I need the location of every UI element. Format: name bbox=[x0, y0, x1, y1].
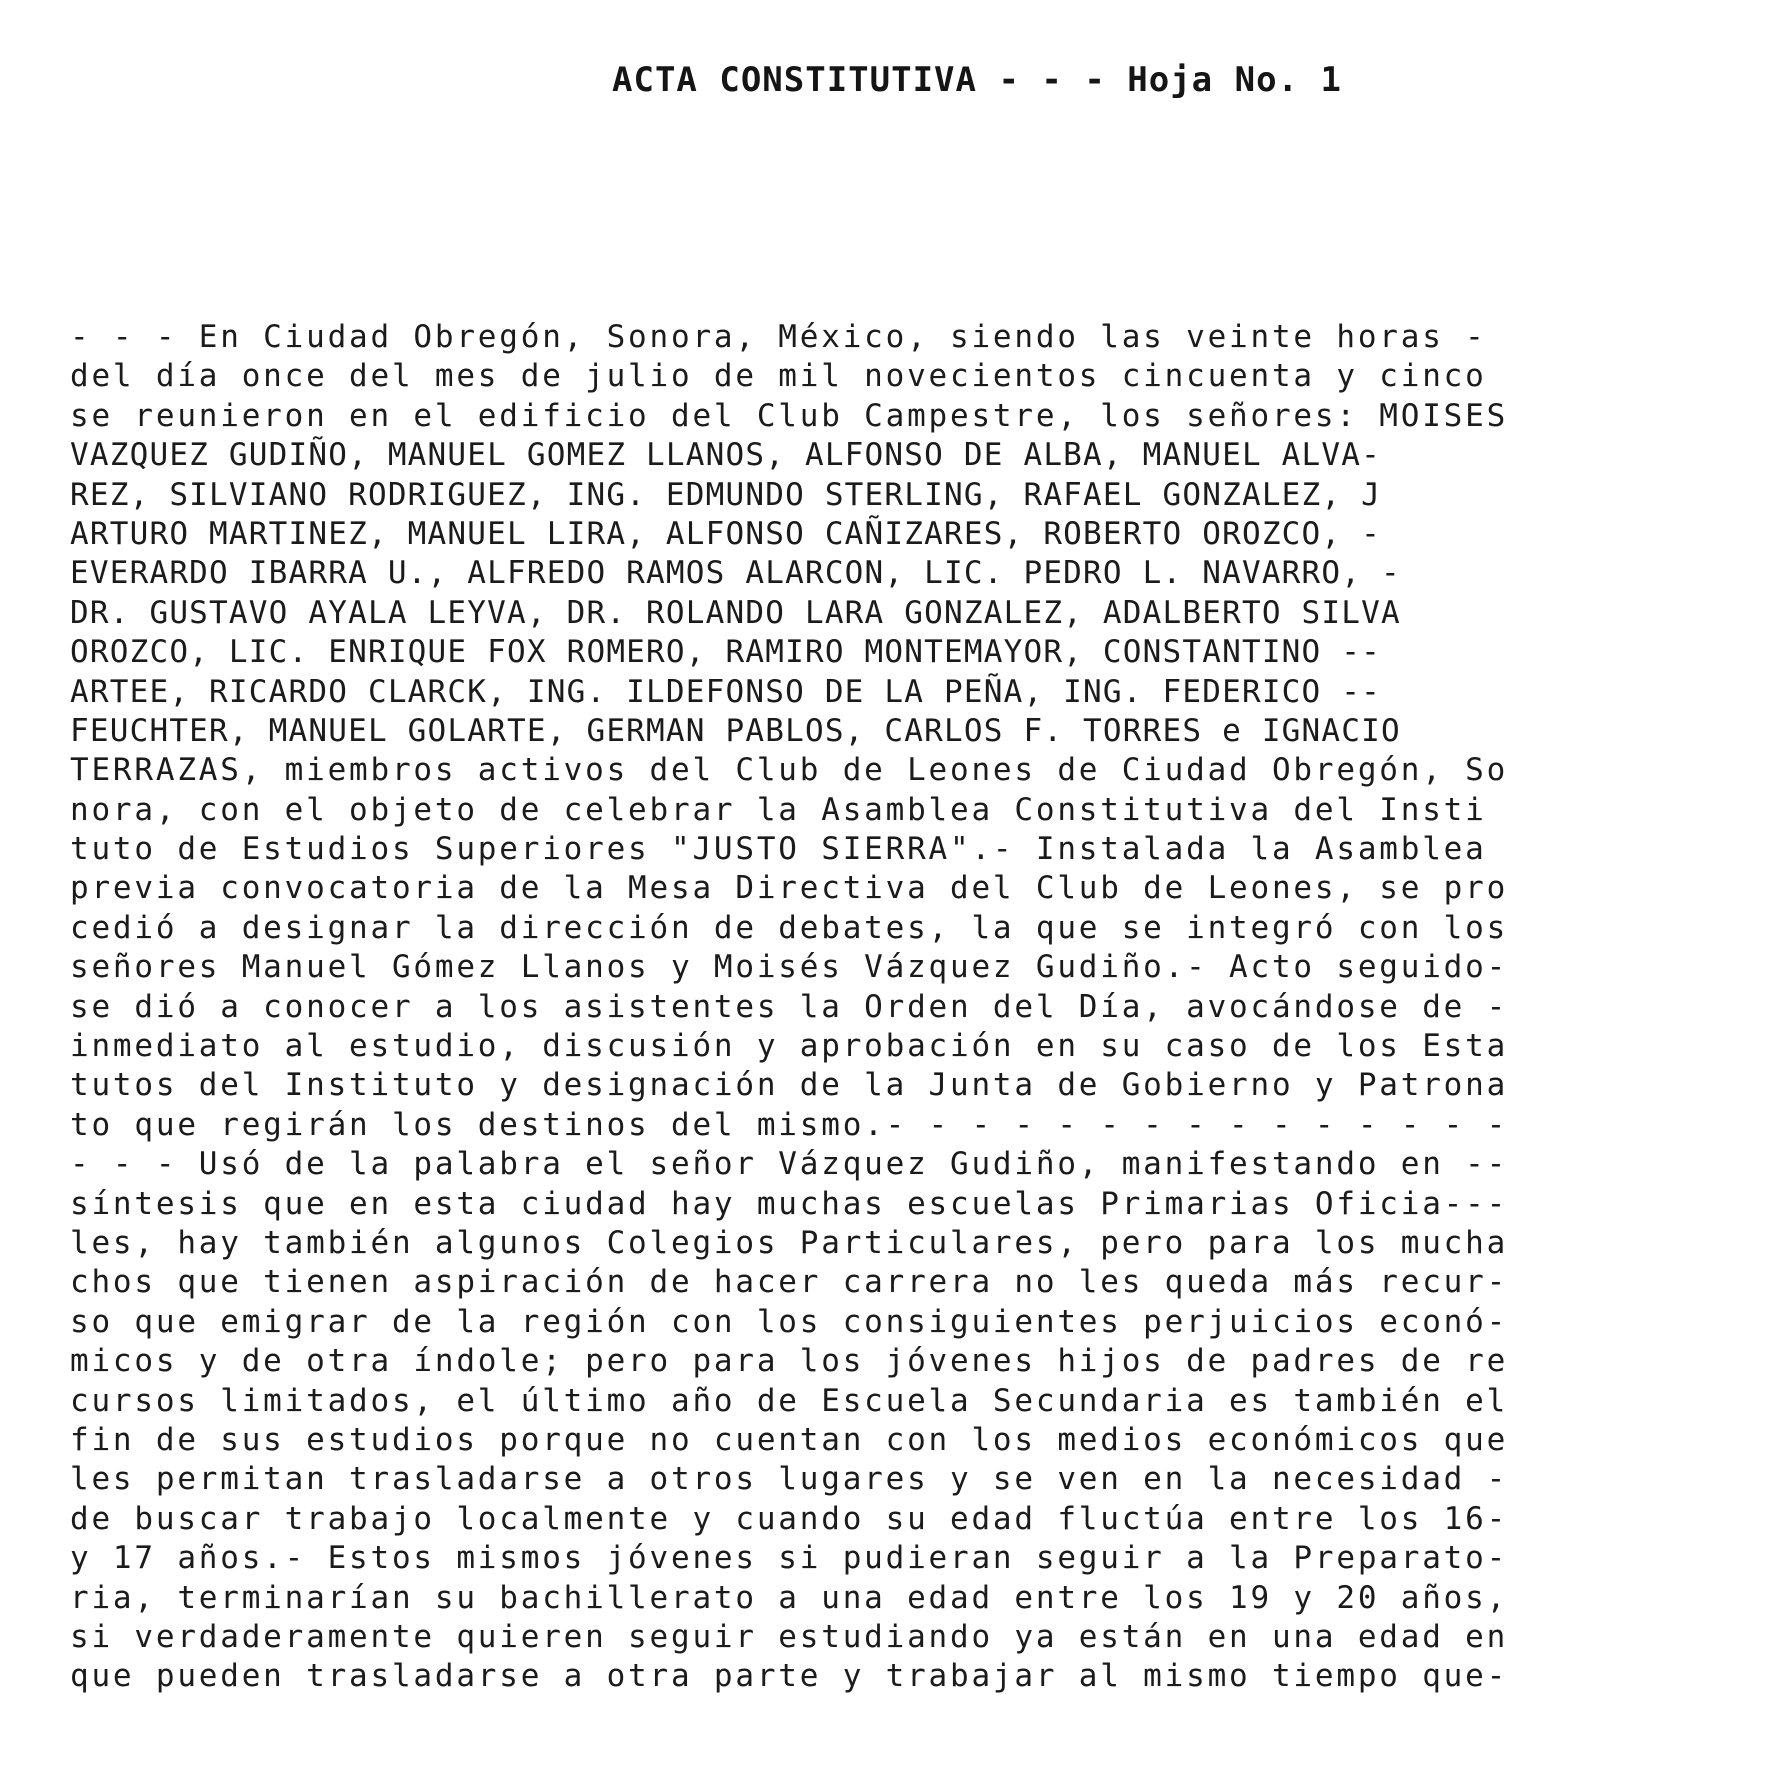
text-line: so que emigrar de la región con los consiguientes perjuicios econó- bbox=[70, 1303, 1509, 1340]
text-line: FEUCHTER, MANUEL GOLARTE, GERMAN PABLOS, CARLOS F. TORRES e IGNACIO bbox=[70, 712, 1401, 749]
text-line: previa convocatoria de la Mesa Directiva del Club de Leones, se pro bbox=[70, 870, 1509, 907]
text-line: de buscar trabajo localmente y cuando su edad fluctúa entre los 16- bbox=[70, 1500, 1509, 1537]
text-line: EVERARDO IBARRA U., ALFREDO RAMOS ALARCON, LIC. PEDRO L. NAVARRO, - bbox=[70, 555, 1401, 592]
text-line: TERRAZAS, miembros activos del Club de Leones de Ciudad Obregón, So bbox=[70, 752, 1509, 789]
text-line: inmediato al estudio, discusión y aprobación en su caso de los Esta bbox=[70, 1028, 1509, 1065]
text-line: les, hay también algunos Colegios Particulares, pero para los mucha bbox=[70, 1224, 1509, 1261]
text-line: - - - Usó de la palabra el señor Vázquez Gudiño, manifestando en -- bbox=[70, 1146, 1509, 1183]
text-line: REZ, SILVIANO RODRIGUEZ, ING. EDMUNDO STERLING, RAFAEL GONZALEZ, J bbox=[70, 476, 1381, 513]
document-header: ACTA CONSTITUTIVA - - - Hoja No. 1 bbox=[612, 60, 1342, 100]
text-line: ARTURO MARTINEZ, MANUEL LIRA, ALFONSO CAÑIZARES, ROBERTO OROZCO, - bbox=[70, 515, 1381, 552]
text-line: micos y de otra índole; pero para los jóvenes hijos de padres de re bbox=[70, 1343, 1509, 1380]
text-line: chos que tienen aspiración de hacer carrera no les queda más recur- bbox=[70, 1264, 1509, 1301]
text-line: OROZCO, LIC. ENRIQUE FOX ROMERO, RAMIRO MONTEMAYOR, CONSTANTINO -- bbox=[70, 634, 1381, 671]
text-line: ARTEE, RICARDO CLARCK, ING. ILDEFONSO DE LA PEÑA, ING. FEDERICO -- bbox=[70, 673, 1381, 710]
text-line: tutos del Instituto y designación de la Junta de Gobierno y Patrona bbox=[70, 1067, 1509, 1104]
text-line: cedió a designar la dirección de debates, la que se integró con los bbox=[70, 909, 1509, 946]
text-line: si verdaderamente quieren seguir estudiando ya están en una edad en bbox=[70, 1618, 1509, 1655]
text-line: to que regirán los destinos del mismo.- - - - - - - - - - - - - - - bbox=[70, 1106, 1509, 1143]
text-line: nora, con el objeto de celebrar la Asamblea Constitutiva del Insti bbox=[70, 791, 1487, 828]
text-line: fin de sus estudios porque no cuentan con los medios económicos que bbox=[70, 1421, 1509, 1458]
text-line: cursos limitados, el último año de Escuela Secundaria es también el bbox=[70, 1382, 1509, 1419]
text-line: del día once del mes de julio de mil novecientos cincuenta y cinco bbox=[70, 358, 1487, 395]
text-line: síntesis que en esta ciudad hay muchas escuelas Primarias Oficia--- bbox=[70, 1185, 1509, 1222]
text-line: ria, terminarían su bachillerato a una edad entre los 19 y 20 años, bbox=[70, 1579, 1509, 1616]
text-line: tuto de Estudios Superiores "JUSTO SIERRA".- Instalada la Asamblea bbox=[70, 831, 1487, 868]
text-line: les permitan trasladarse a otros lugares y se ven en la necesidad - bbox=[70, 1461, 1509, 1498]
document-body bbox=[70, 318, 1788, 1697]
text-line: señores Manuel Gómez Llanos y Moisés Vázquez Gudiño.- Acto seguido- bbox=[70, 949, 1509, 986]
text-line: se dió a conocer a los asistentes la Orden del Día, avocándose de - bbox=[70, 988, 1509, 1025]
text-line: se reunieron en el edificio del Club Campestre, los señores: MOISES bbox=[70, 397, 1509, 434]
text-line: VAZQUEZ GUDIÑO, MANUEL GOMEZ LLANOS, ALFONSO DE ALBA, MANUEL ALVA- bbox=[70, 437, 1381, 474]
text-line: - - - En Ciudad Obregón, Sonora, México, siendo las veinte horas - bbox=[70, 319, 1487, 355]
text-line: que pueden trasladarse a otra parte y trabajar al mismo tiempo que- bbox=[70, 1658, 1509, 1695]
text-line: y 17 años.- Estos mismos jóvenes si pudieran seguir a la Preparato- bbox=[70, 1540, 1509, 1577]
text-line: DR. GUSTAVO AYALA LEYVA, DR. ROLANDO LARA GONZALEZ, ADALBERTO SILVA bbox=[70, 594, 1401, 631]
